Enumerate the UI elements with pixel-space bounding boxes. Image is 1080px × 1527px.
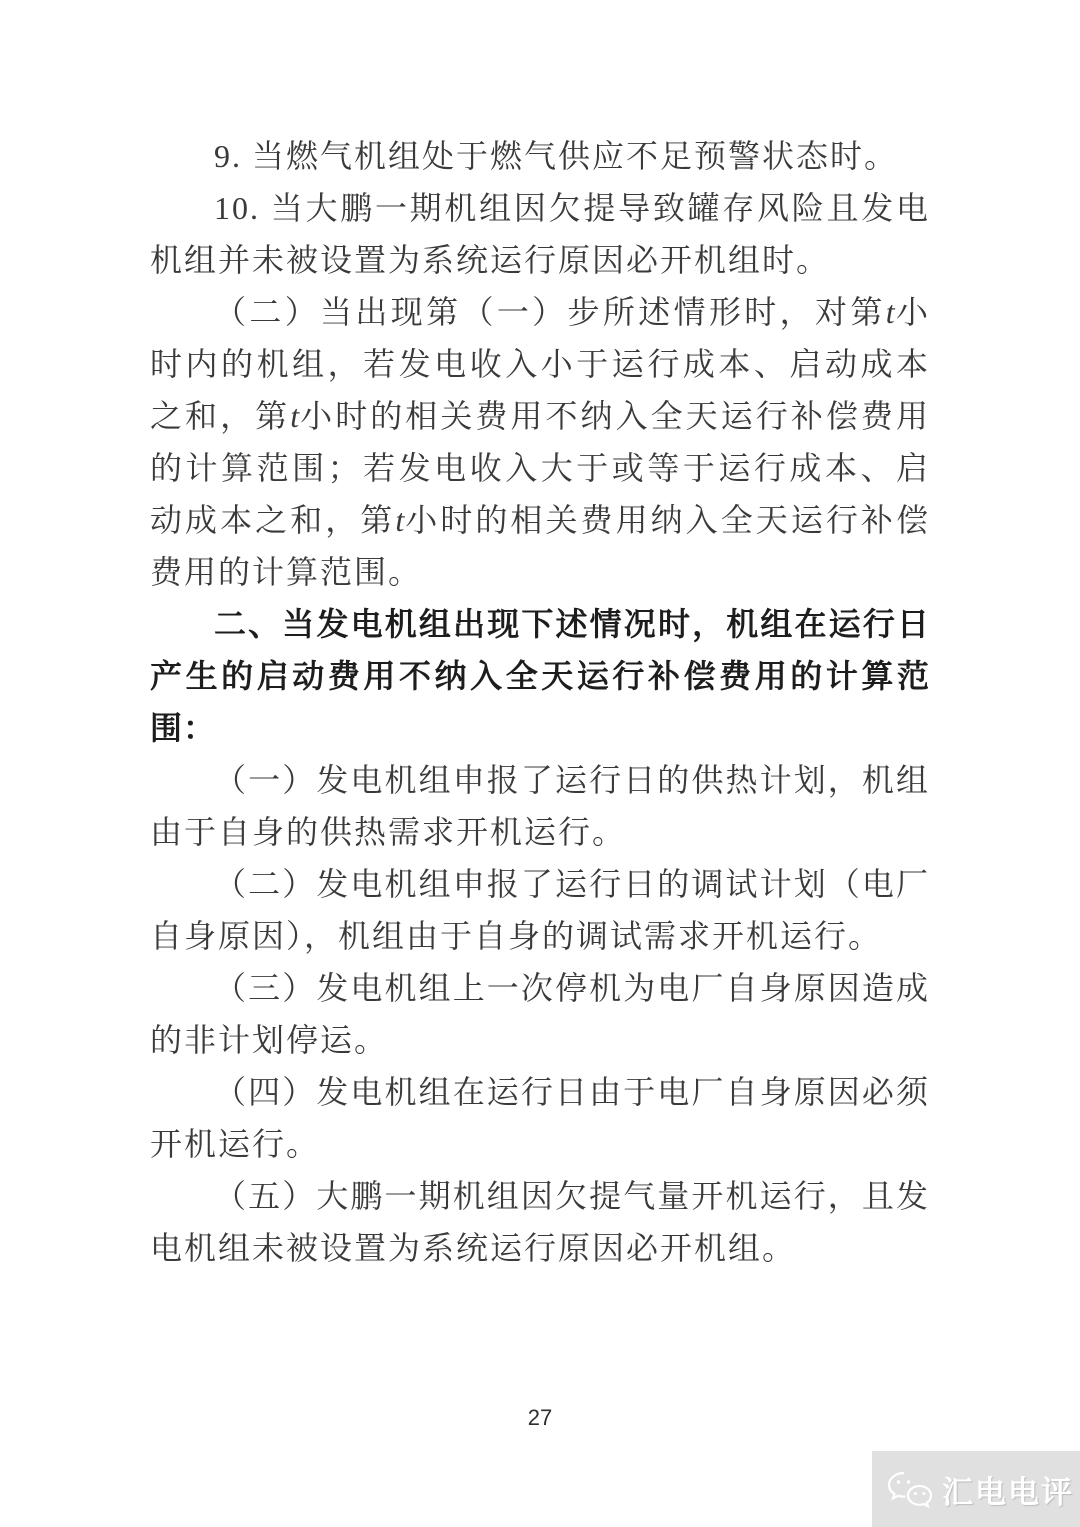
text-run: 10. 当大鹏一期机组因欠提导致罐存风险且发电机组并未被设置为系统运行原因必开机组时。 xyxy=(150,190,930,278)
body-paragraph xyxy=(150,962,930,1066)
page-footer xyxy=(0,1405,1080,1431)
body-paragraph xyxy=(150,1170,930,1274)
text-run: （四）发电机组在运行日由于电厂自身原因必须开机运行。 xyxy=(150,1074,930,1162)
text-run: 9. 当燃气机组处于燃气供应不足预警状态时。 xyxy=(214,138,899,174)
watermark-label: 汇电电评 xyxy=(942,1474,1074,1510)
text-run: 小时内的机组，若发电收入小于运行成本、启动成本之和，第 xyxy=(150,294,930,434)
page-number: 27 xyxy=(527,1405,553,1430)
body-paragraph xyxy=(150,182,930,286)
text-run: （二）发电机组申报了运行日的调试计划（电厂自身原因），机组由于自身的调试需求开机运行。 xyxy=(150,866,930,954)
text-run: （二）当出现第（一）步所述情形时，对第 xyxy=(214,294,886,330)
body-paragraph xyxy=(150,858,930,962)
body-paragraph xyxy=(150,130,930,182)
text-run: （五）大鹏一期机组因欠提气量开机运行，且发电机组未被设置为系统运行原因必开机组。 xyxy=(150,1178,930,1266)
variable-t: t xyxy=(395,502,405,538)
watermark-badge xyxy=(872,1451,1080,1527)
body-paragraph xyxy=(150,286,930,598)
variable-t: t xyxy=(290,398,300,434)
text-run: （一）发电机组申报了运行日的供热计划，机组由于自身的供热需求开机运行。 xyxy=(150,762,930,850)
text-run: 小时的相关费用纳入全天运行补偿费用的计算范围。 xyxy=(150,502,930,590)
text-run: （三）发电机组上一次停机为电厂自身原因造成的非计划停运。 xyxy=(150,970,930,1058)
body-paragraph xyxy=(150,1066,930,1170)
wechat-icon xyxy=(886,1469,934,1509)
heading-paragraph xyxy=(150,598,930,754)
text-run: 小时的相关费用不纳入全天运行补偿费用的计算范围；若发电收入大于或等于运行成本、启动成本之和，第 xyxy=(150,398,930,538)
text-run: 二、当发电机组出现下述情况时，机组在运行日产生的启动费用不纳入全天运行补偿费用的计算范围： xyxy=(150,606,930,746)
variable-t: t xyxy=(885,294,895,330)
document-body xyxy=(150,130,930,1274)
body-paragraph xyxy=(150,754,930,858)
